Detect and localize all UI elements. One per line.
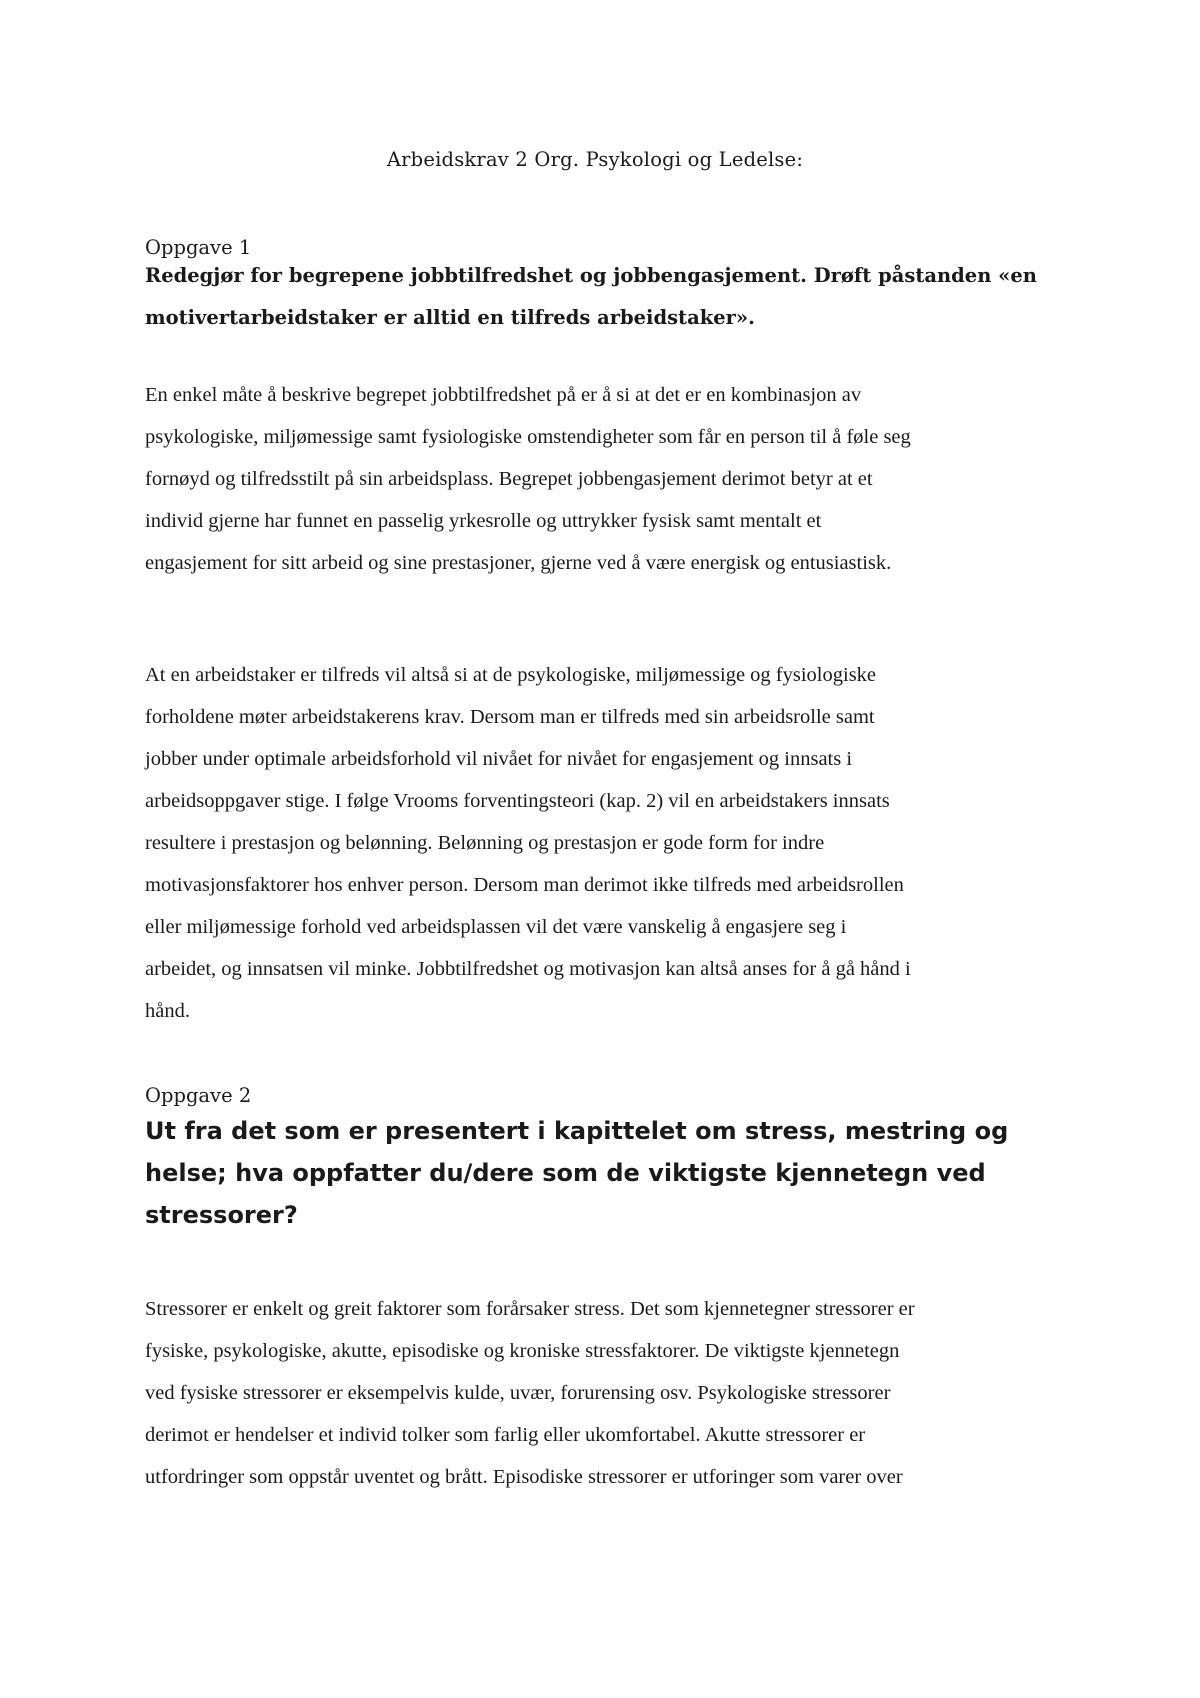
paragraph-line: utfordringer som oppstår uventet og brått. Episodiske stressorer er utforinger som varer over — [145, 1466, 903, 1488]
paragraph-line: derimot er hendelser et individ tolker som farlig eller ukomfortabel. Akutte stressorer er — [145, 1424, 866, 1446]
paragraph-line: resultere i prestasjon og belønning. Belønning og prestasjon er gode form for indre — [145, 832, 825, 854]
paragraph-line: En enkel måte å beskrive begrepet jobbtilfredshet på er å si at det er en kombinasjon av — [145, 384, 862, 406]
paragraph-line: At en arbeidstaker er tilfreds vil altså si at de psykologiske, miljømessige og fysiologiske — [145, 664, 877, 686]
paragraph-line: jobber under optimale arbeidsforhold vil nivået for nivået for engasjement og innsats i — [145, 748, 853, 770]
paragraph-line: eller miljømessige forhold ved arbeidsplassen vil det være vanskelig å engasjere seg i — [145, 916, 847, 938]
section-1-label: Oppgave 1 — [145, 236, 252, 259]
section-2-question — [145, 1110, 1065, 1236]
paragraph-line: arbeidet, og innsatsen vil minke. Jobbtilfredshet og motivasjon kan altså anses for å gå hånd i — [145, 958, 911, 980]
question-line: helse; hva oppfatter du/dere som de viktigste kjennetegn ved — [145, 1159, 986, 1187]
section-1-paragraph-1 — [145, 374, 1065, 584]
paragraph-line: engasjement for sitt arbeid og sine prestasjoner, gjerne ved å være energisk og entusiastisk. — [145, 552, 892, 574]
paragraph-line: psykologiske, miljømessige samt fysiologiske omstendigheter som får en person til å føle seg — [145, 426, 911, 448]
paragraph-line: arbeidsoppgaver stige. I følge Vrooms forventingsteori (kap. 2) vil en arbeidstakers innsats — [145, 790, 890, 812]
paragraph-line: ved fysiske stressorer er eksempelvis kulde, uvær, forurensing osv. Psykologiske stressorer — [145, 1382, 891, 1404]
paragraph-line: hånd. — [145, 1000, 190, 1022]
question-line: Ut fra det som er presentert i kapittelet om stress, mestring og — [145, 1117, 1009, 1145]
section-1-question — [145, 255, 1065, 339]
document-title: Arbeidskrav 2 Org. Psykologi og Ledelse: — [386, 148, 804, 171]
question-line: stressorer? — [145, 1201, 298, 1229]
paragraph-line: Stressorer er enkelt og greit faktorer som forårsaker stress. Det som kjennetegner stressorer er — [145, 1298, 915, 1320]
paragraph-line: individ gjerne har funnet en passelig yrkesrolle og uttrykker fysisk samt mentalt et — [145, 510, 822, 532]
paragraph-line: fornøyd og tilfredsstilt på sin arbeidsplass. Begrepet jobbengasjement derimot betyr at et — [145, 468, 873, 490]
question-line: Redegjør for begrepene jobbtilfredshet og jobbengasjement. Drøft påstanden «en — [145, 264, 1037, 287]
paragraph-line: motivasjonsfaktorer hos enhver person. Dersom man derimot ikke tilfreds med arbeidsrollen — [145, 874, 904, 896]
section-2-label: Oppgave 2 — [145, 1084, 252, 1107]
question-line: motivertarbeidstaker er alltid en tilfreds arbeidstaker». — [145, 306, 755, 329]
section-2-paragraph-1 — [145, 1288, 1065, 1498]
section-1-paragraph-2 — [145, 654, 1065, 1032]
paragraph-line: fysiske, psykologiske, akutte, episodiske og kroniske stressfaktorer. De viktigste kjennetegn — [145, 1340, 900, 1362]
paragraph-line: forholdene møter arbeidstakerens krav. Dersom man er tilfreds med sin arbeidsrolle samt — [145, 706, 875, 728]
